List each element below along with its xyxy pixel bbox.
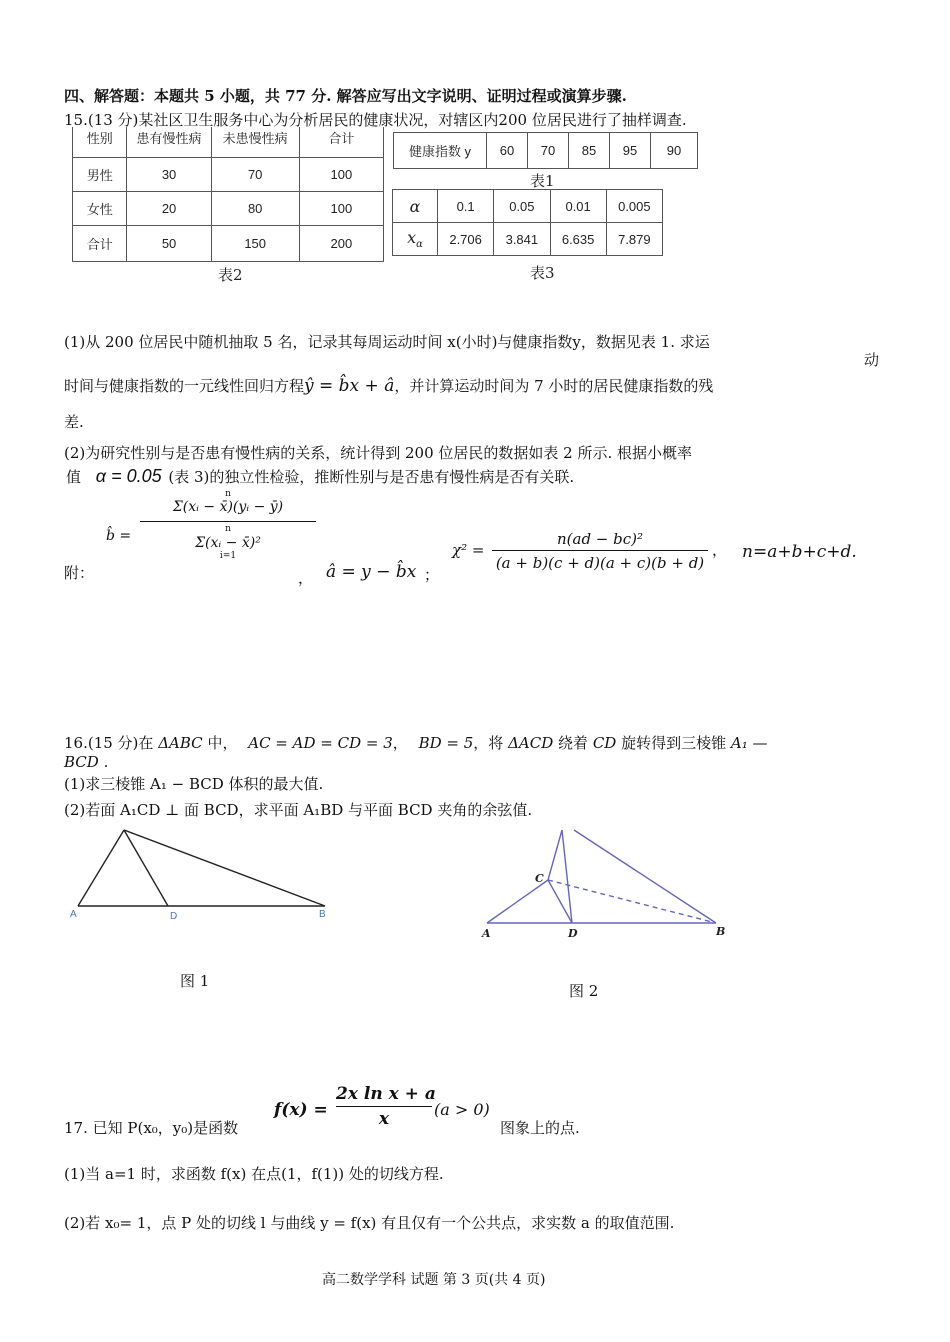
q17-intro-b: 图象上的点. — [500, 1119, 580, 1137]
t1-v3: 95 — [610, 133, 651, 169]
fig1-line-CD — [124, 830, 168, 906]
t3-r2-2: 6.635 — [550, 223, 606, 256]
table1-wrapper — [393, 132, 698, 169]
table3 — [392, 189, 663, 256]
q15-part1-line1: (1)从 200 位居民中随机抽取 5 名，记录其每周运动时间 x(小时)与健康指数y，数据见表 1. 求运 — [64, 333, 710, 351]
t1-v2: 85 — [569, 133, 610, 169]
t2-r2c0: 合计 — [73, 226, 127, 262]
t3-r1-0: 0.1 — [438, 190, 494, 223]
q16-line2: BCD . — [64, 753, 109, 771]
t2-r0c3: 100 — [299, 158, 383, 192]
table1 — [393, 132, 698, 169]
fig1-label-B: B — [319, 909, 326, 920]
n-definition: n=a+b+c+d. — [742, 542, 857, 562]
fig1-line-CB — [124, 830, 325, 906]
q16-line1: 16.(15 分)在 ΔABC 中， AC = AD = CD = 3， BD = 5，将 ΔACD 绕着 CD 旋转得到三棱锥 A₁ — — [64, 734, 768, 752]
fig2-line-A1C — [548, 830, 562, 880]
section-heading: 四、解答题：本题共 5 小题，共 77 分. 解答应写出文字说明、证明过程或演算步骤. — [64, 87, 627, 105]
fig1-caption: 图 1 — [180, 972, 210, 990]
q15-part2-line1: (2)为研究性别与是否患有慢性病的关系，统计得到 200 位居民的数据如表 2 所示. 根据小概率 — [64, 444, 693, 462]
t2-r1c2: 80 — [211, 192, 299, 226]
t2-h3: 合计 — [299, 127, 383, 158]
fig1-label-D: D — [170, 911, 178, 922]
t2-r0c2: 70 — [211, 158, 299, 192]
t1-v1: 70 — [528, 133, 569, 169]
t2-h2: 未患慢性病 — [211, 127, 299, 158]
fig1-line-AC — [78, 830, 124, 906]
t3-r2-1: 3.841 — [494, 223, 550, 256]
t2-r2c1: 50 — [127, 226, 211, 262]
q17-part1: (1)当 a=1 时，求函数 f(x) 在点(1，f(1)) 处的切线方程. — [64, 1165, 444, 1183]
t3-x-label: $x_\alpha$ — [393, 223, 438, 256]
t2-r1c0: 女性 — [73, 192, 127, 226]
t1-v0: 60 — [487, 133, 528, 169]
table2 — [72, 127, 384, 262]
t2-r0c1: 30 — [127, 158, 211, 192]
comma2: ， — [712, 541, 728, 559]
table2-caption: 表2 — [218, 266, 243, 284]
fig2-line-AC — [487, 880, 548, 923]
t1-label: 健康指数 y — [394, 133, 487, 169]
q17-part2: (2)若 x₀= 1，点 P 处的切线 l 与曲线 y = f(x) 有且仅有一个公共点，求实数 a 的取值范围. — [64, 1214, 675, 1232]
regression-equation: ŷ = b̂x + â — [304, 376, 395, 396]
t2-r1c3: 100 — [299, 192, 383, 226]
figure1 — [60, 826, 350, 926]
fig2-label-C: C — [535, 872, 544, 885]
t2-r2c2: 150 — [211, 226, 299, 262]
table3-caption: 表3 — [530, 264, 555, 282]
q15-part1-line2: 时间与健康指数的一元线性回归方程ŷ = b̂x + â，并计算运动时间为 7 小时的居民健康指数的残 — [64, 376, 714, 396]
t3-r1-1: 0.05 — [494, 190, 550, 223]
t2-r0c0: 男性 — [73, 158, 127, 192]
semicolon: ； — [424, 566, 440, 584]
fig2-label-B: B — [716, 925, 726, 938]
q15-part1-wrap: 动 — [864, 351, 880, 369]
q17-intro-a: 17. 已知 P(x₀，y₀)是函数 — [64, 1119, 239, 1137]
q15-part1-line3: 差. — [64, 413, 84, 431]
a-hat-formula: â = y − b̂x — [326, 562, 417, 582]
t3-alpha-label: α — [393, 190, 438, 223]
q16-part1: (1)求三棱锥 A₁ − BCD 体积的最大值. — [64, 775, 324, 793]
t2-h0: 性别 — [73, 127, 127, 158]
fig2-label-A: A — [482, 927, 491, 940]
t2-h1: 患有慢性病 — [127, 127, 211, 158]
q15-intro: 15.(13 分)某社区卫生服务中心为分析居民的健康状况，对辖区内200 位居民进行了抽样调查. — [64, 111, 687, 129]
q16-part2: (2)若面 A₁CD ⊥ 面 BCD，求平面 A₁BD 与平面 BCD 夹角的余弦值. — [64, 801, 533, 819]
t3-r1-3: 0.005 — [606, 190, 662, 223]
t3-r2-3: 7.879 — [606, 223, 662, 256]
fig2-line-A1B — [574, 830, 716, 923]
appendix-label: 附： — [64, 564, 95, 582]
t2-r2c3: 200 — [299, 226, 383, 262]
fig2-caption: 图 2 — [569, 982, 599, 1000]
t3-r1-2: 0.01 — [550, 190, 606, 223]
table1-caption: 表1 — [530, 172, 555, 190]
figure2 — [478, 826, 738, 944]
q15-part2-line2: 值 α = 0.05 (表 3)的独立性检验，推断性别与是否患有慢性病是否有关联. — [66, 466, 575, 486]
fig2-label-D: D — [568, 927, 578, 940]
table2-wrapper — [72, 127, 384, 262]
t2-r1c1: 20 — [127, 192, 211, 226]
fig1-label-A: A — [70, 909, 77, 920]
fig2-line-CB-dashed — [548, 880, 716, 923]
t1-v4: 90 — [651, 133, 698, 169]
t3-r2-0: 2.706 — [438, 223, 494, 256]
comma1: ， — [298, 569, 314, 587]
alpha-value: α = 0.05 — [95, 466, 162, 486]
page-footer: 高二数学学科 试题 第 3 页(共 4 页) — [322, 1272, 546, 1288]
